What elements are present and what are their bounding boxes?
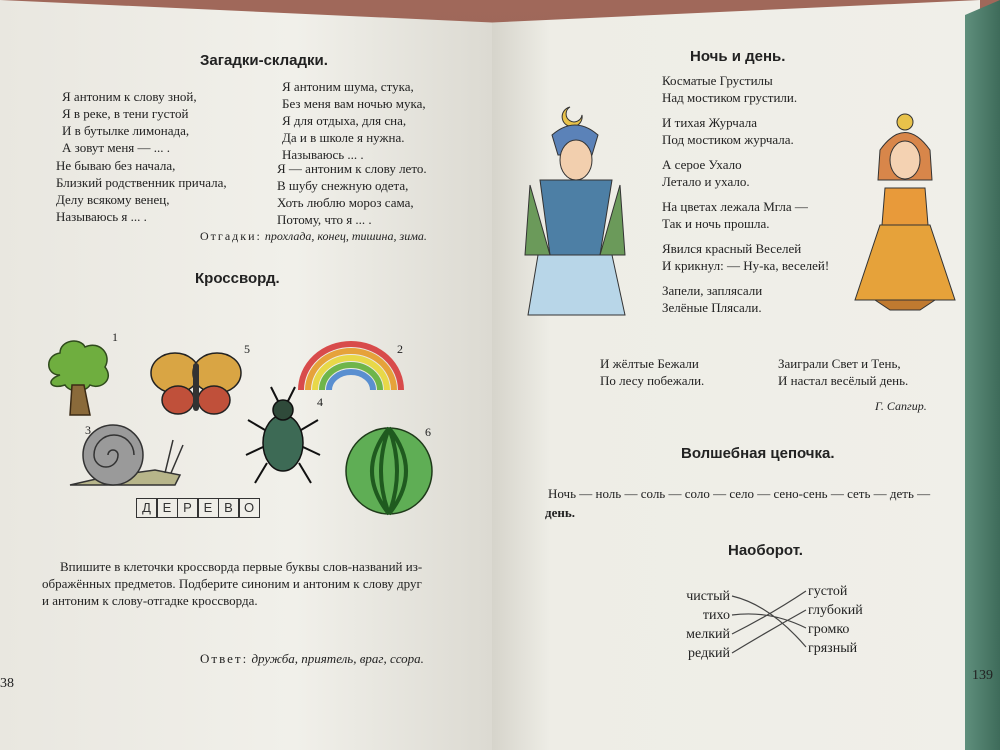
opposite-matching-lines	[730, 585, 810, 655]
poem-author: Г. Сапгир.	[875, 399, 927, 413]
watermelon-picture	[343, 425, 435, 517]
riddle-3	[282, 78, 426, 163]
poem-line: И крикнул: — Ну-ка, веселей!	[662, 258, 830, 273]
opposite-title: Наоборот.	[728, 542, 803, 559]
tree-picture	[40, 335, 115, 420]
night-lady-illustration	[520, 105, 630, 325]
opposite-word: мелкий	[686, 627, 730, 642]
poem-title: Ночь и день.	[690, 48, 786, 65]
answers-text: прохлада, конец, тишина, зима.	[264, 229, 427, 243]
poem-line: И жёлтые Бежали	[600, 356, 699, 371]
riddle-line: Делу всякому венец,	[56, 192, 170, 207]
poem-text	[662, 72, 829, 316]
poem-line	[662, 232, 829, 240]
riddle-line: Я для отдыха, для сна,	[282, 113, 407, 128]
poem-line	[662, 190, 829, 198]
riddle-line: Да и в школе я нужна.	[282, 130, 405, 145]
page-number-left: 38	[0, 676, 14, 691]
poem-line: Над мостиком грустили.	[662, 90, 798, 105]
riddles-title: Загадки-складки.	[200, 52, 328, 69]
crossword-grid	[137, 498, 260, 518]
poem-line: Заиграли Свет и Тень,	[778, 356, 901, 371]
poem-line: Зелёные Плясали.	[662, 300, 762, 315]
crossword-title: Кроссворд.	[195, 270, 280, 287]
crossword-cell: Д	[136, 498, 158, 518]
poem-line: Летало и ухало.	[662, 174, 750, 189]
riddle-line: А зовут меня — ... .	[62, 140, 171, 155]
riddle-line: Без меня вам ночью мука,	[282, 96, 426, 111]
instruction-line: ображённых предметов. Подберите синоним и антоним к слову друг	[42, 576, 422, 591]
riddle-line: Близкий родственник причала,	[56, 175, 227, 190]
poem-line: И настал весёлый день.	[778, 373, 909, 388]
beetle-picture	[243, 385, 323, 490]
instruction-line: Впишите в клеточки кроссворда первые буквы слов-названий из-	[60, 559, 423, 574]
sun-lady-illustration	[850, 110, 960, 325]
crossword-cell: В	[218, 498, 240, 518]
opposite-word: тихо	[702, 608, 730, 623]
chain-title: Волшебная цепочка.	[681, 445, 835, 462]
poem-line: А серое Ухало	[662, 157, 742, 172]
poem-line	[662, 106, 829, 114]
poem-line: На цветах лежала Мгла —	[662, 199, 808, 214]
picture-number: 5	[244, 342, 250, 356]
chain-line-1: Ночь — ноль — соль — соло — село — сено-сень — сеть — деть —	[548, 486, 931, 501]
book-cover-edge	[965, 0, 1000, 750]
poem-column-1	[600, 355, 704, 389]
picture-number: 6	[425, 425, 431, 439]
opposite-right-words	[808, 582, 863, 658]
instruction-line: и антоним к слову-отгадке кроссворда.	[42, 593, 258, 608]
riddle-line: Не бываю без начала,	[56, 158, 176, 173]
page-number-right: 139	[972, 668, 993, 683]
riddle-line: И в бутылке лимонада,	[62, 123, 190, 138]
riddle-1	[62, 88, 197, 156]
chain-line-2: день.	[545, 505, 575, 520]
answers-label: Отгадки:	[200, 229, 262, 243]
poem-line: Явился красный Веселей	[662, 241, 802, 256]
crossword-cell: Е	[197, 498, 219, 518]
poem-line: Косматые Грустилы	[662, 73, 773, 88]
poem-line: И тихая Журчала	[662, 115, 757, 130]
riddle-line: Потому, что я ... .	[277, 212, 372, 227]
picture-number: 1	[112, 330, 118, 344]
opposite-word: редкий	[688, 646, 730, 661]
riddle-line: Называюсь ... .	[282, 147, 364, 162]
riddle-4	[277, 160, 427, 228]
poem-line	[662, 148, 829, 156]
riddle-line: Я — антоним к слову лето.	[277, 161, 427, 176]
riddle-answers	[200, 228, 427, 245]
riddle-line: Я антоним шума, стука,	[282, 79, 414, 94]
crossword-cell: Е	[156, 498, 178, 518]
poem-line	[662, 274, 829, 282]
riddle-2	[56, 157, 227, 225]
riddle-line: В шубу снежную одета,	[277, 178, 409, 193]
picture-number: 4	[317, 395, 323, 409]
crossword-cell: О	[238, 498, 260, 518]
opposite-word: грязный	[808, 641, 858, 656]
picture-number: 2	[397, 342, 403, 356]
poem-line: Так и ночь прошла.	[662, 216, 770, 231]
crossword-cell: Р	[177, 498, 199, 518]
poem-line: По лесу побежали.	[600, 373, 705, 388]
opposite-word: громко	[808, 622, 850, 637]
poem-line: Под мостиком журчала.	[662, 132, 794, 147]
opposite-word: густой	[808, 584, 848, 599]
opposite-word: чистый	[686, 589, 730, 604]
poem-line: Запели, заплясали	[662, 283, 763, 298]
butterfly-picture	[150, 345, 242, 420]
answer-label: Ответ:	[200, 651, 249, 666]
riddle-line: Я в реке, в тени густой	[62, 106, 189, 121]
riddle-line: Хоть люблю мороз сама,	[277, 195, 414, 210]
picture-number: 3	[85, 423, 91, 437]
crossword-instruction	[42, 558, 422, 609]
riddle-line: Я антоним к слову зной,	[62, 89, 197, 104]
riddle-line: Называюсь я ... .	[56, 209, 147, 224]
opposite-word: глубокий	[808, 603, 863, 618]
crossword-answer	[200, 650, 424, 667]
opposite-left-words	[672, 587, 730, 663]
poem-column-2	[778, 355, 908, 389]
answer-text: дружба, приятель, враг, ссора.	[251, 651, 424, 666]
snail-picture	[65, 415, 185, 495]
